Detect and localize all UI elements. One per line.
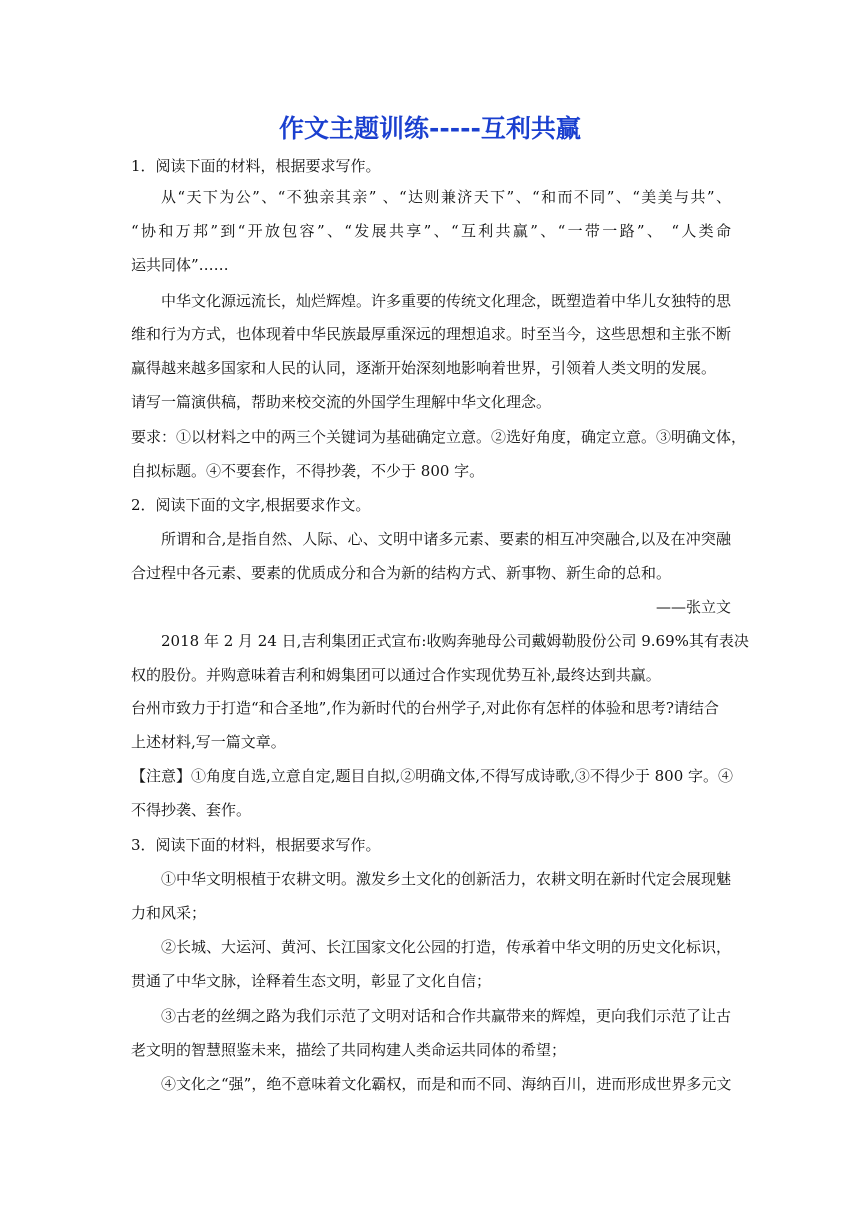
text-line: ②长城、大运河、黄河、长江国家文化公园的打造，传承着中华文明的历史文化标识， <box>161 938 732 956</box>
note-line: 【注意】①角度自选,立意自定,题目自拟,②明确文体,不得写成诗歌,③不得少于 800 字。④ <box>131 767 734 785</box>
text-line: 合过程中各元素、要素的优质成分和合为新的结构方式、新事物、新生命的总和。 <box>131 564 672 582</box>
text-line: 维和行为方式，也体现着中华民族最厚重深远的理想追求。时至当今，这些思想和主张不断 <box>131 325 732 343</box>
text-line: 台州市致力于打造“和合圣地”,作为新时代的台州学子,对此你有怎样的体验和思考?请结合 <box>131 699 719 717</box>
requirements-line: 要求：①以材料之中的两三个关键词为基础确定立意。②选好角度，确定立意。③明确文体， <box>131 428 747 446</box>
text-line: ③古老的丝绸之路为我们示范了文明对话和合作共赢带来的辉煌，更向我们示范了让古 <box>161 1007 732 1025</box>
requirements-line: 自拟标题。④不要套作，不得抄袭，不少于 800 字。 <box>131 462 485 480</box>
question-2-heading: 2．阅读下面的文字,根据要求作文。 <box>131 496 371 514</box>
text-line: 力和风采； <box>131 904 207 922</box>
text-line: 赢得越来越多国家和人民的认同，逐渐开始深刻地影响着世界，引领着人类文明的发展。 <box>131 359 717 377</box>
text-line: 权的股份。并购意味着吉利和姆集团可以通过合作实现优势互补,最终达到共赢。 <box>131 666 661 684</box>
text-line: ④文化之“强”，绝不意味着文化霸权，而是和而不同、海纳百川，进而形成世界多元文 <box>161 1075 732 1093</box>
text-line: 请写一篇演供稿，帮助来校交流的外国学生理解中华文化理念。 <box>131 393 552 411</box>
text-line: ①中华文明根植于农耕文明。激发乡土文化的创新活力，农耕文明在新时代定会展现魅 <box>161 870 732 888</box>
page-title: 作文主题训练-----互利共赢 <box>279 114 581 143</box>
text-line: 运共同体”…… <box>131 256 229 274</box>
text-line: 2018 年 2 月 24 日,吉利集团正式宣布:收购奔驰母公司戴姆勒股份公司 9.69%其有表决 <box>161 632 749 650</box>
text-line: 中华文化源远流长，灿烂辉煌。许多重要的传统文化理念，既塑造着中华儿女独特的思 <box>161 292 732 310</box>
question-3-heading: 3．阅读下面的材料，根据要求写作。 <box>131 836 381 854</box>
text-line: “协和万邦”到“开放包容”、“发展共享”、“互利共赢”、“一带一路”、 “人类命 <box>131 222 731 240</box>
quote-attribution: ——张立文 <box>655 598 731 616</box>
question-1-heading: 1．阅读下面的材料，根据要求写作。 <box>131 157 381 175</box>
text-line: 上述材料,写一篇文章。 <box>131 733 286 751</box>
text-line: 老文明的智慧照鉴未来，描绘了共同构建人类命运共同体的希望； <box>131 1041 567 1059</box>
text-line: 所谓和合,是指自然、人际、心、文明中诸多元素、要素的相互冲突融合,以及在冲突融 <box>161 530 731 548</box>
text-line: 从“天下为公”、“不独亲其亲” 、“达则兼济天下”、“和而不同”、“美美与共”、 <box>161 188 731 206</box>
text-line: 贯通了中华文脉，诠释着生态文明，彰显了文化自信； <box>131 972 492 990</box>
note-line: 不得抄袭、套作。 <box>131 801 252 819</box>
